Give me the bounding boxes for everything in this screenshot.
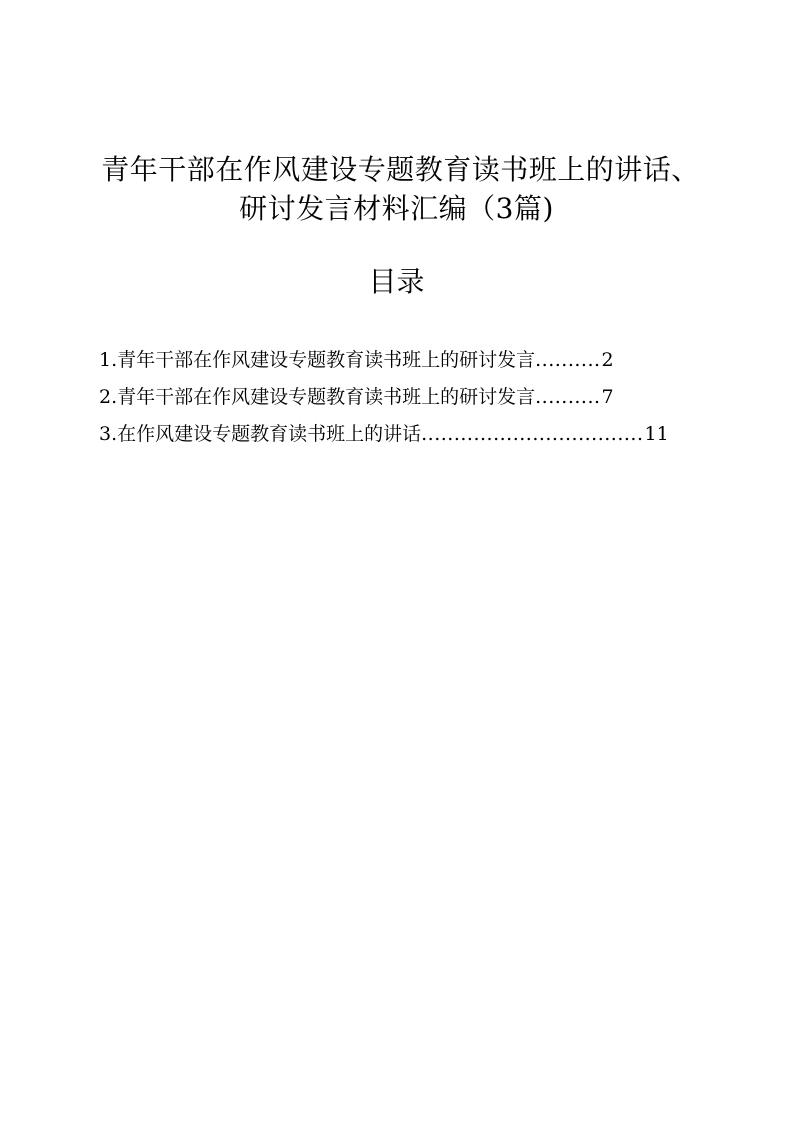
toc-entry-title: 2.青年干部在作风建设专题教育读书班上的研讨发言 [99,386,536,408]
table-of-contents [99,346,669,457]
toc-dot-leader: .................................. [421,423,644,445]
toc-entry-1[interactable] [99,346,659,383]
toc-page-number: 7 [601,386,614,408]
toc-dot-leader: .......... [535,349,601,371]
toc-page-number: 2 [601,349,614,371]
toc-entry-title: 3.在作风建设专题教育读书班上的讲话 [99,423,422,445]
toc-heading: 目录 [368,265,425,298]
document-title-line-1: 青年干部在作风建设专题教育读书班上的讲话、 [101,153,700,186]
toc-page-number: 11 [644,423,669,445]
toc-dot-leader: .......... [535,386,601,408]
toc-entry-2[interactable] [99,383,659,420]
toc-entry-title: 1.青年干部在作风建设专题教育读书班上的研讨发言 [99,349,536,371]
document-title-line-2: 研讨发言材料汇编（3篇) [239,192,554,225]
toc-entry-3[interactable] [99,420,669,457]
